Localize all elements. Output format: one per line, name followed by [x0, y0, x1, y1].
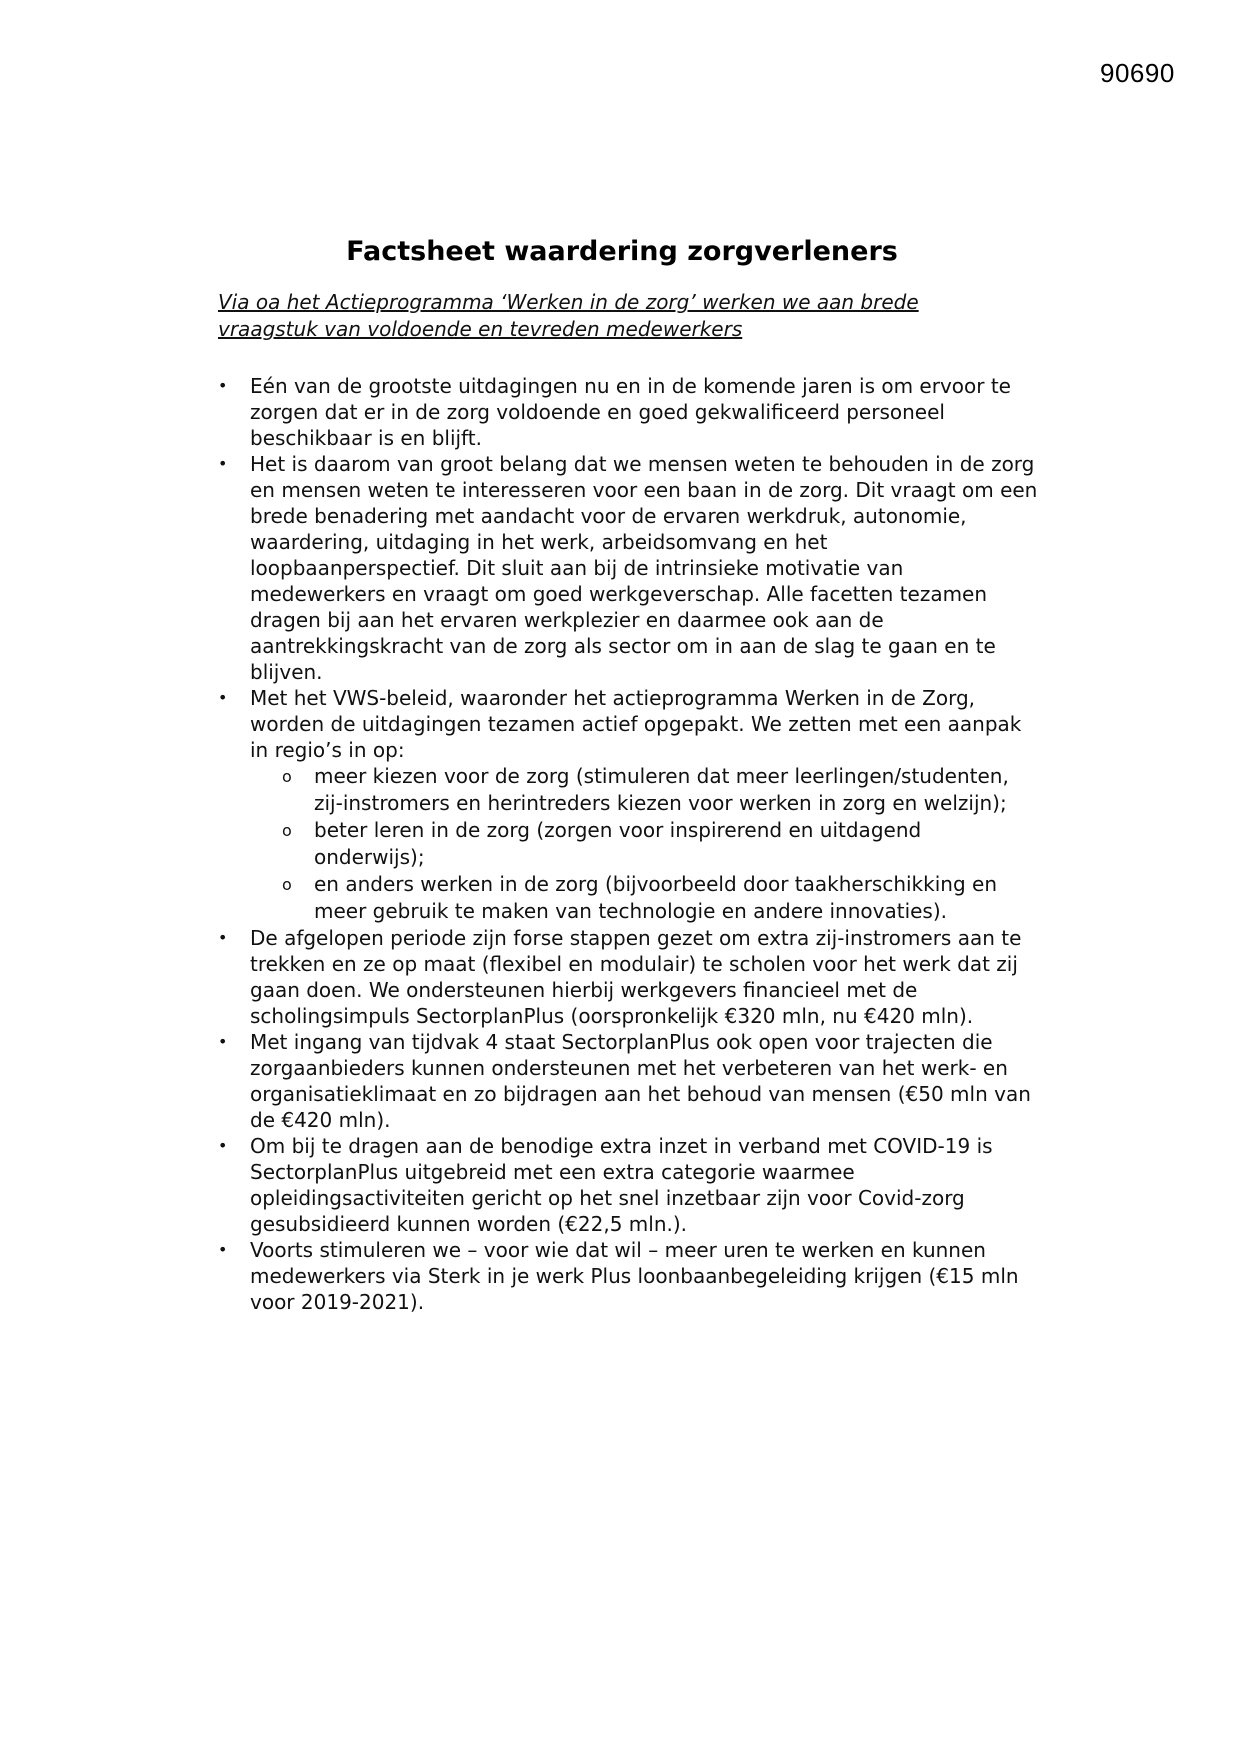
document-body [218, 236, 1038, 1315]
bullet-list [218, 373, 1038, 1315]
bullet-item [218, 1029, 1038, 1133]
circle-bullet-icon: o [282, 767, 292, 786]
bullet-icon: • [218, 376, 228, 395]
document-subtitle: Via oa het Actieprogramma ‘Werken in de zorg’ werken we aan brede vraagstuk van voldoende en tevreden medewerkers [218, 290, 919, 341]
sub-bullet-list [250, 763, 1038, 925]
bullet-item [218, 1133, 1038, 1237]
sub-bullet-text: beter leren in de zorg (zorgen voor inspirerend en uitdagend onderwijs); [314, 818, 922, 869]
bullet-item [218, 925, 1038, 1029]
circle-bullet-icon: o [282, 821, 292, 840]
bullet-item [218, 1237, 1038, 1315]
document-number: 90690 [1100, 58, 1175, 88]
bullet-text: Met het VWS-beleid, waaronder het actieprogramma Werken in de Zorg, worden de uitdagingen tezamen actief opgepakt. We zetten met een aanpak in regio’s in op: [250, 686, 1022, 762]
bullet-icon: • [218, 928, 228, 947]
bullet-text: Eén van de grootste uitdagingen nu en in de komende jaren is om ervoor te zorgen dat er in de zorg voldoende en goed gekwalificeerd personeel beschikbaar is en blijft. [250, 374, 1011, 450]
circle-bullet-icon: o [282, 875, 292, 894]
sub-bullet-text: meer kiezen voor de zorg (stimuleren dat meer leerlingen/studenten, zij-instromers en herintreders kiezen voor werken in zorg en welzijn); [314, 764, 1009, 815]
bullet-icon: • [218, 1032, 228, 1051]
bullet-text: Voorts stimuleren we – voor wie dat wil – meer uren te werken en kunnen medewerkers via Sterk in je werk Plus loonbaanbegeleiding krijgen (€15 mln voor 2019-2021). [250, 1238, 1019, 1314]
sub-bullet-item [282, 817, 1038, 871]
bullet-item [218, 373, 1038, 451]
bullet-text: De afgelopen periode zijn forse stappen gezet om extra zij-instromers aan te trekken en ze op maat (flexibel en modulair) te scholen voor het werk dat zij gaan doen. We ondersteunen hierbij werkgevers financieel met de scholingsimpuls SectorplanPlus (oorspronkelijk €320 mln, nu €420 mln). [250, 926, 1022, 1028]
bullet-icon: • [218, 1240, 228, 1259]
document-title: Factsheet waardering zorgverleners [346, 236, 898, 267]
bullet-item [218, 451, 1038, 685]
bullet-icon: • [218, 454, 228, 473]
sub-bullet-item [282, 763, 1038, 817]
bullet-icon: • [218, 688, 228, 707]
bullet-text: Het is daarom van groot belang dat we mensen weten te behouden in de zorg en mensen weten te interesseren voor een baan in de zorg. Dit vraagt om een brede benadering met aandacht voor de ervaren werkdruk, autonomie, waardering, uitdaging in het werk, arbeidsomvang en het loopbaanperspectief. Dit sluit aan bij de intrinsieke motivatie van medewerkers en vraagt om goed werkgeverschap. Alle facetten tezamen dragen bij aan het ervaren werkplezier en daarmee ook aan de aantrekkingskracht van de zorg als sector om in aan de slag te gaan en te blijven. [250, 452, 1038, 684]
sub-bullet-item [282, 871, 1038, 925]
bullet-item [218, 685, 1038, 925]
bullet-text: Om bij te dragen aan de benodige extra inzet in verband met COVID-19 is SectorplanPlus uitgebreid met een extra categorie waarmee opleidingsactiviteiten gericht op het snel inzetbaar zijn voor Covid-zorg gesubsidieerd kunnen worden (€22,5 mln.). [250, 1134, 993, 1236]
bullet-text: Met ingang van tijdvak 4 staat SectorplanPlus ook open voor trajecten die zorgaanbieders kunnen ondersteunen met het verbeteren van het werk- en organisatieklimaat en zo bijdragen aan het behoud van mensen (€50 mln van de €420 mln). [250, 1030, 1031, 1132]
sub-bullet-text: en anders werken in de zorg (bijvoorbeeld door taakherschikking en meer gebruik te maken van technologie en andere innovaties). [314, 872, 997, 923]
bullet-icon: • [218, 1136, 228, 1155]
